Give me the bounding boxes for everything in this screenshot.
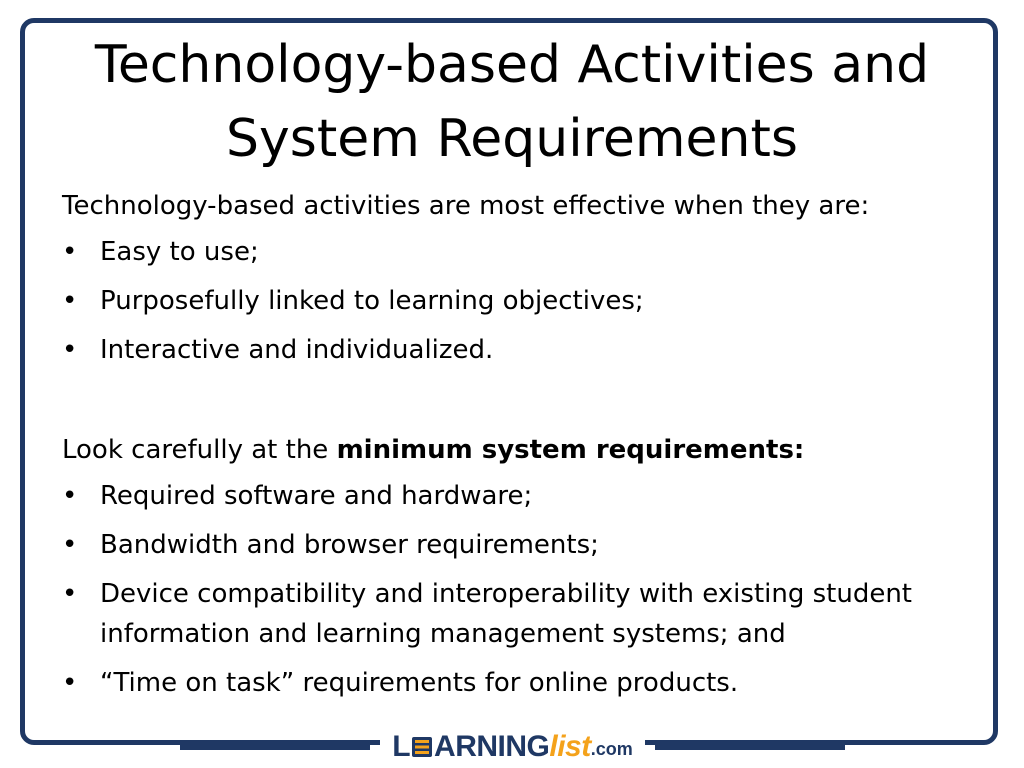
list-item-text: Required software and hardware; (100, 481, 533, 511)
bullet-icon: • (62, 286, 78, 316)
learninglist-logo (380, 727, 645, 767)
logo-text-com: .com (590, 739, 633, 759)
slide-body (62, 184, 972, 712)
list-item-text: Bandwidth and browser requirements; (100, 530, 599, 560)
requirements-intro (62, 428, 972, 476)
bullet-icon: • (62, 481, 78, 511)
logo-text-list: list (549, 730, 591, 763)
book-icon (411, 735, 433, 759)
list-item-text: Device compatibility and interoperability with existing student information and learning management systems; and (100, 579, 913, 649)
section-gap (62, 379, 972, 428)
list-item (62, 525, 972, 565)
bullet-icon: • (62, 530, 78, 560)
bullet-icon: • (62, 668, 78, 698)
slide-title: Technology-based Activities and System Requirements (94, 35, 930, 169)
footer-divider-right (655, 744, 845, 750)
list-item (62, 663, 972, 703)
requirements-intro-prefix: Look carefully at the (62, 435, 337, 465)
effective-bullet-list (62, 232, 972, 370)
footer-divider-left (180, 744, 370, 750)
list-item-text: Interactive and individualized. (100, 335, 494, 365)
bullet-icon: • (62, 335, 78, 365)
list-item (62, 232, 972, 272)
logo-text-arning: ARNING (434, 730, 550, 763)
list-item-text: “Time on task” requirements for online products. (100, 668, 739, 698)
list-item (62, 574, 972, 654)
list-item (62, 281, 972, 321)
list-item-text: Purposefully linked to learning objectives; (100, 286, 644, 316)
bullet-icon: • (62, 237, 78, 267)
list-item-text: Easy to use; (100, 237, 259, 267)
list-item (62, 330, 972, 370)
effective-intro: Technology-based activities are most effective when they are: (62, 191, 870, 221)
bullet-icon: • (62, 579, 78, 609)
requirements-intro-bold: minimum system requirements: (336, 435, 805, 465)
list-item (62, 476, 972, 516)
requirements-bullet-list (62, 476, 972, 703)
logo-letter-l: L (392, 730, 411, 763)
